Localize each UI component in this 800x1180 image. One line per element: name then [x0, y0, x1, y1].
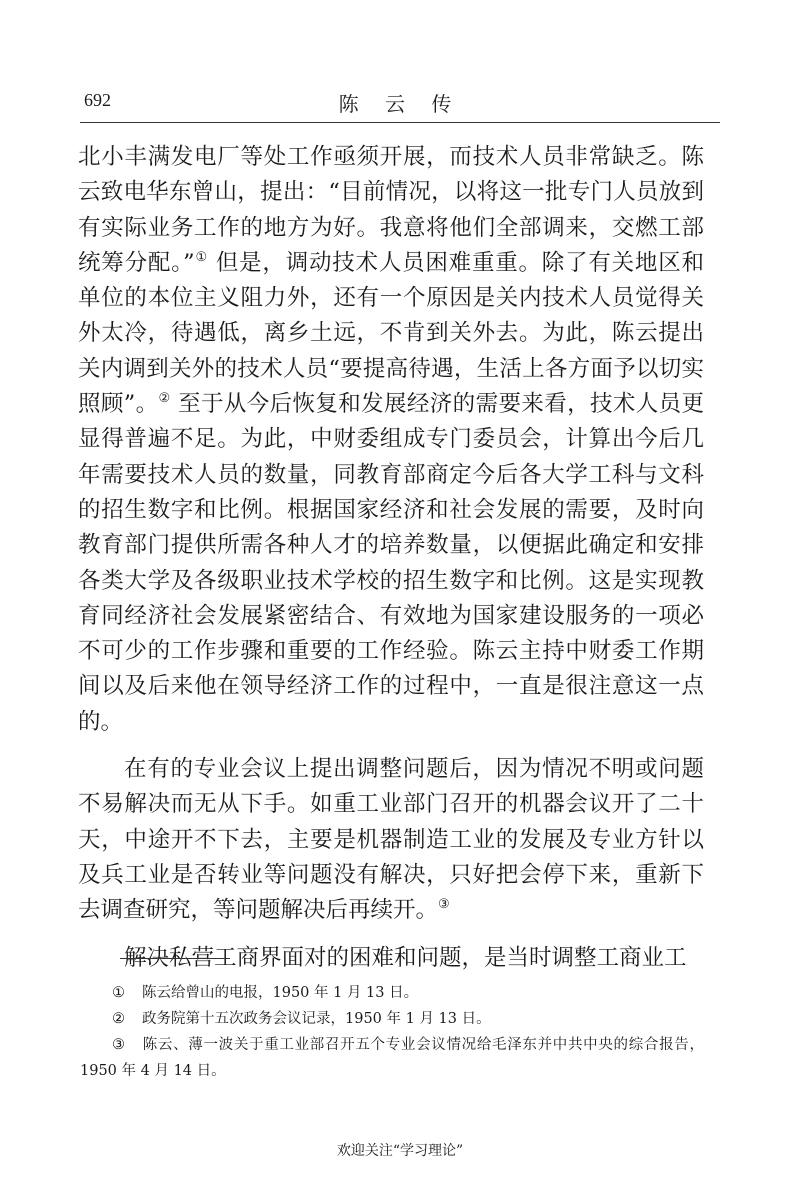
paragraph-3-text: 解决私营工商界面对的困难和问题，是当时调整工商业工 — [124, 944, 687, 971]
paragraph-1 — [78, 140, 704, 740]
footnote-mark-1: ① — [112, 985, 125, 1001]
paragraph-1-part-1: 北小丰满发电厂等处工作亟须开展，而技术人员非常缺乏。陈云致电华东曾山，提出：“目前情况，以将这一批专门人员放到有实际业务工作的地方为好。我意将他们全部调来，交燃工部统筹分配。” — [78, 144, 704, 276]
paragraph-2-text: 在有的专业会议上提出调整问题后，因为情况不明或问题不易解决而无从下手。如重工业部门召开的机器会议开了二十天，中途开不下去，主要是机器制造工业的发展及专业方针以及兵工业是否转业等问题没有解决，只好把会停下来，重新下去调查研究，等问题解决后再续开。 — [78, 756, 704, 924]
footer-caption: 欢迎关注“学习理论” — [336, 1143, 464, 1159]
footnote-ref-1[interactable]: ① — [194, 249, 208, 265]
footnote-text-1: 陈云给曾山的电报，1950 年 1 月 13 日。 — [142, 985, 419, 1001]
footnotes — [80, 980, 704, 1084]
body-text — [78, 140, 704, 976]
paragraph-1-part-3: 至于从今后恢复和发展经济的需要来看，技术人员更显得普遍不足。为此，中财委组成专门委员会，计算出今后几年需要技术人员的数量，同教育部商定今后各大学工科与文科的招生数字和比例。根据国家经济和社会发展的需要，及时向教育部门提供所需各种人才的培养数量，以便据此确定和安排各类大学及各级职业技术学校的招生数字和比例。这是实现教育同经济社会发展紧密结合、有效地为国家建设服务的一项必不可少的工作步骤和重要的工作经验。陈云主持中财委工作期间以及后来他在领导经济工作的过程中，一直是很注意这一点的。 — [78, 391, 704, 735]
footnote-text-2: 政务院第十五次政务会议记录，1950 年 1 月 13 日。 — [142, 1011, 491, 1027]
footnote-3 — [80, 1032, 704, 1084]
footnote-mark-2: ② — [112, 1011, 125, 1027]
running-head-title: 陈 云 传 — [338, 92, 462, 116]
page-number: 692 — [84, 90, 111, 110]
footnote-ref-3[interactable]: ③ — [438, 897, 450, 913]
footnote-1 — [80, 980, 704, 1006]
footnote-mark-3: ③ — [112, 1037, 125, 1053]
header-rule — [80, 122, 720, 123]
footnote-ref-2[interactable]: ② — [158, 391, 171, 407]
footnote-text-3: 陈云、薄一波关于重工业部召开五个专业会议情况给毛泽东并中共中央的综合报告，1950 年 4 月 14 日。 — [80, 1037, 704, 1079]
paragraph-2 — [78, 752, 704, 928]
paragraph-1-part-2: 但是，调动技术人员困难重重。除了有关地区和单位的本位主义阻力外，还有一个原因是关内技术人员觉得关外太冷，待遇低，离乡土远，不肯到关外去。为此，陈云提出关内调到关外的技术人员“要提高待遇，生活上各方面予以切实照顾”。 — [78, 249, 705, 418]
footnote-2 — [80, 1006, 704, 1032]
footnote-rule — [120, 958, 230, 959]
